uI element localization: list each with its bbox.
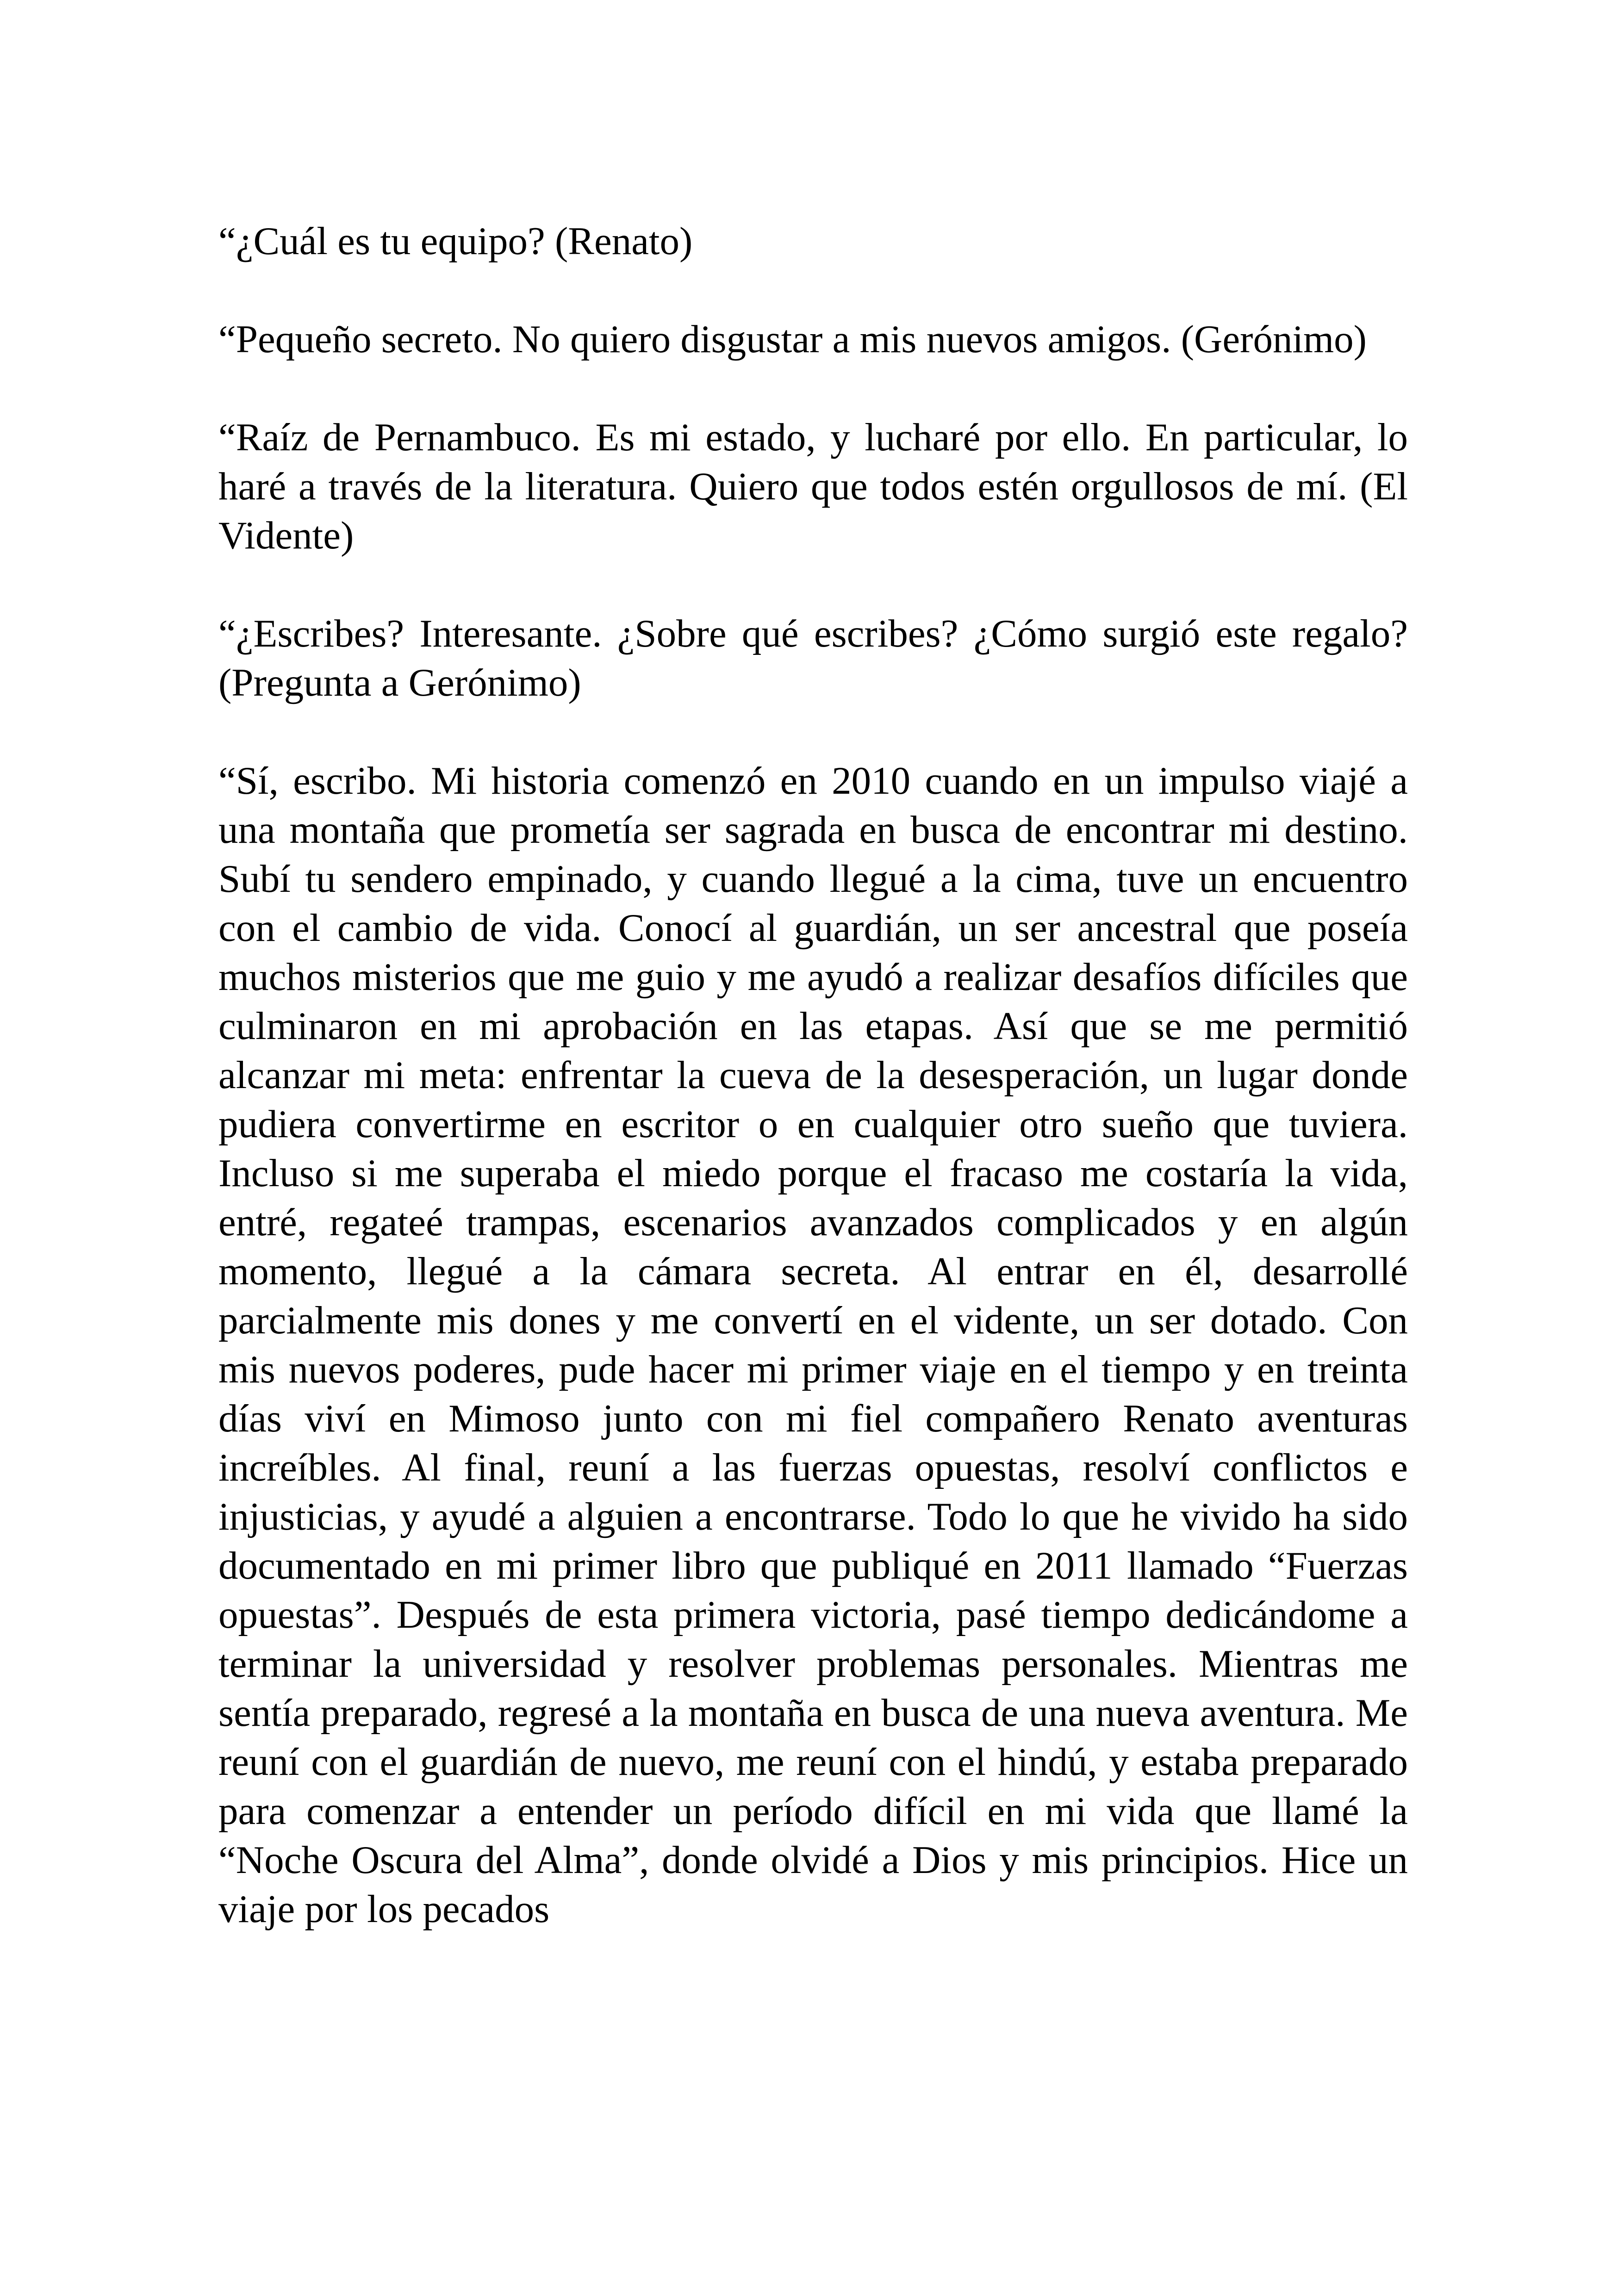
paragraph-question-team: “¿Cuál es tu equipo? (Renato) <box>218 219 693 263</box>
paragraph-question-writing: “¿Escribes? Interesante. ¿Sobre qué escribes? ¿Cómo surgió este regalo? (Pregunta a Gerónimo) <box>218 612 1408 704</box>
body-text <box>218 217 1408 1934</box>
paragraph-story: “Sí, escribo. Mi historia comenzó en 2010 cuando en un impulso viajé a una montaña que prometía ser sagrada en busca de encontrar mi destino. Subí tu sendero empinado, y cuando llegué a la cima, tuve un encuentro con el cambio de vida. Conocí al guardián, un ser ancestral que poseía muchos misterios que me guio y me ayudó a realizar desafíos difíciles que culminaron en mi aprobación en las etapas. Así que se me permitió alcanzar mi meta: enfrentar la cueva de la desesperación, un lugar donde pudiera convertirme en escritor o en cualquier otro sueño que tuviera. Incluso si me superaba el miedo porque el fracaso me costaría la vida, entré, regateé trampas, escenarios avanzados complicados y en algún momento, llegué a la cámara secreta. Al entrar en él, desarrollé parcialmente mis dones y me convertí en el vidente, un ser dotado. Con mis nuevos poderes, pude hacer mi primer viaje en el tiempo y en treinta días viví en Mimoso junto con mi fiel compañero Renato aventuras increíbles. Al final, reuní a las fuerzas opuestas, resolví conflictos e injusticias, y ayudé a alguien a encontrarse. Todo lo que he vivido ha sido documentado en mi primer libro que publiqué en 2011 llamado “Fuerzas opuestas”. Después de esta primera victoria, pasé tiempo dedicándome a terminar la universidad y resolver problemas personales. Mientras me sentía preparado, regresé a la montaña en busca de una nueva aventura. Me reuní con el guardián de nuevo, me reuní con el hindú, y estaba preparado para comenzar a entender un período difícil en mi vida que llamé la “Noche Oscura del Alma”, donde olvidé a Dios y mis principios. Hice un viaje por los pecados <box>218 759 1408 1931</box>
paragraph-pernambuco-root: “Raíz de Pernambuco. Es mi estado, y lucharé por ello. En particular, lo haré a través de la literatura. Quiero que todos estén orgullosos de mí. (El Vidente) <box>218 416 1408 557</box>
paragraph-small-secret: “Pequeño secreto. No quiero disgustar a mis nuevos amigos. (Gerónimo) <box>218 317 1367 361</box>
